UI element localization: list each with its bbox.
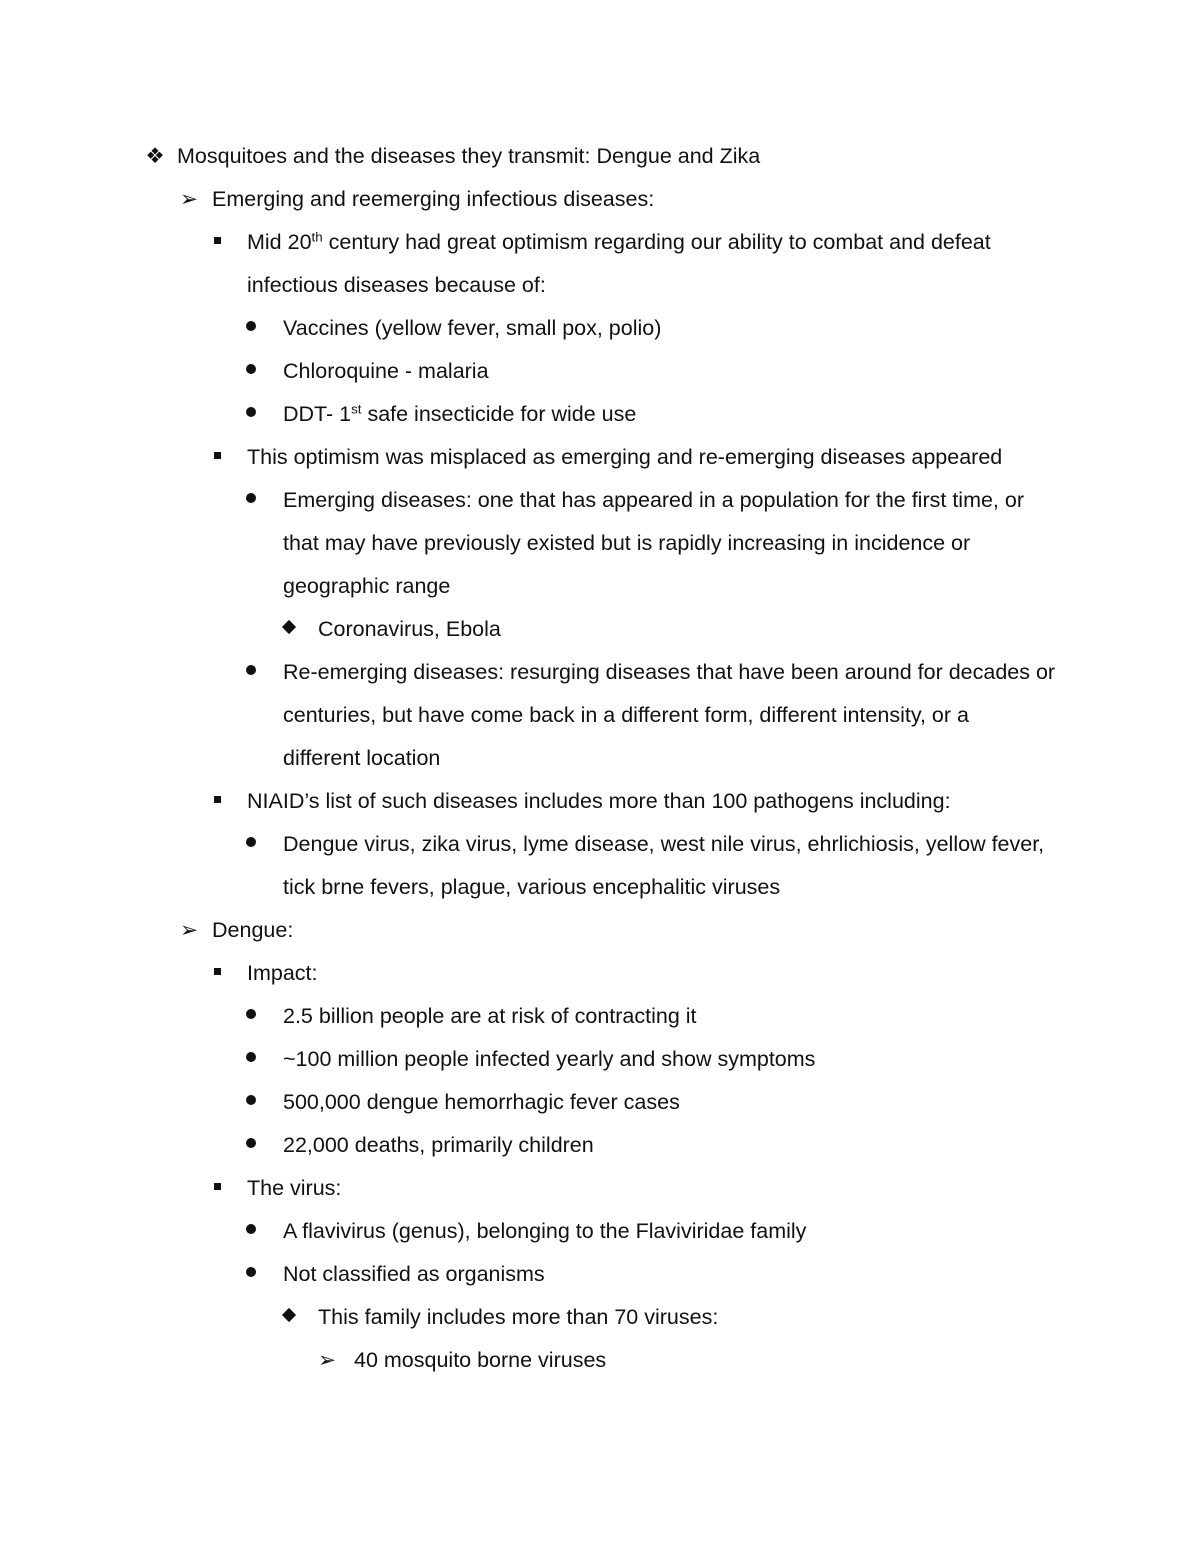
- list-item-text: 2.5 billion people are at risk of contracting it: [283, 1004, 697, 1028]
- square-bullet-icon: [204, 436, 230, 479]
- list-item-text: Vaccines (yellow fever, small pox, polio): [283, 316, 662, 340]
- list-item-text: Mid 20th century had great optimism regarding our ability to combat and defeat: [247, 229, 991, 254]
- list-item-text: Re-emerging diseases: resurging diseases that have been around for decades or: [283, 660, 1056, 684]
- dot-bullet-icon: [238, 823, 264, 866]
- list-item-text: tick brne fevers, plague, various encephalitic viruses: [283, 875, 781, 899]
- list-item-text: This optimism was misplaced as emerging and re-emerging diseases appeared: [247, 445, 1003, 469]
- square-bullet-icon: [204, 780, 230, 823]
- diamond-bullet-icon: [276, 608, 302, 651]
- square-bullet-icon: [204, 221, 230, 264]
- dot-bullet-icon: [238, 651, 264, 694]
- list-item-text: Emerging and reemerging infectious diseases:: [212, 187, 655, 211]
- list-item-text: geographic range: [283, 574, 451, 598]
- list-item-text: Impact:: [247, 961, 318, 985]
- dot-bullet-icon: [238, 1038, 264, 1081]
- list-item-text: DDT- 1st safe insecticide for wide use: [283, 401, 637, 426]
- list-item-text: different location: [283, 746, 441, 770]
- dot-bullet-icon: [238, 393, 264, 436]
- arrowhead-bullet-icon: ➢: [179, 918, 198, 942]
- list-item-text: Coronavirus, Ebola: [318, 617, 501, 641]
- list-item-text: NIAID’s list of such diseases includes more than 100 pathogens including:: [247, 789, 951, 813]
- list-item-text: Chloroquine - malaria: [283, 359, 489, 383]
- dot-bullet-icon: [238, 307, 264, 350]
- dot-bullet-icon: [238, 1124, 264, 1167]
- list-item-text: Dengue:: [212, 918, 294, 942]
- dot-bullet-icon: [238, 479, 264, 522]
- dot-bullet-icon: [238, 995, 264, 1038]
- square-bullet-icon: [204, 952, 230, 995]
- list-item-text: 22,000 deaths, primarily children: [283, 1133, 594, 1157]
- list-item-text: 40 mosquito borne viruses: [354, 1348, 607, 1372]
- four-diamond-bullet-icon: ❖: [145, 144, 165, 168]
- list-item-text: that may have previously existed but is rapidly increasing in incidence or: [283, 531, 971, 555]
- list-item-text: The virus:: [247, 1176, 342, 1200]
- arrowhead-bullet-icon: ➢: [317, 1348, 336, 1372]
- square-bullet-icon: [204, 1167, 230, 1210]
- list-item-text: Dengue virus, zika virus, lyme disease, west nile virus, ehrlichiosis, yellow fever,: [283, 832, 1045, 856]
- dot-bullet-icon: [238, 1210, 264, 1253]
- list-item-text: This family includes more than 70 viruses:: [318, 1305, 719, 1329]
- list-item-text: A flavivirus (genus), belonging to the Flaviviridae family: [283, 1219, 807, 1243]
- list-item-text: 500,000 dengue hemorrhagic fever cases: [283, 1090, 680, 1114]
- dot-bullet-icon: [238, 350, 264, 393]
- list-item-text: centuries, but have come back in a different form, different intensity, or a: [283, 703, 969, 727]
- arrowhead-bullet-icon: ➢: [179, 187, 198, 211]
- list-item-text: Not classified as organisms: [283, 1262, 545, 1286]
- dot-bullet-icon: [238, 1253, 264, 1296]
- dot-bullet-icon: [238, 1081, 264, 1124]
- list-item-text: Emerging diseases: one that has appeared in a population for the first time, or: [283, 488, 1024, 512]
- list-item-text: infectious diseases because of:: [247, 273, 546, 297]
- list-item-text: Mosquitoes and the diseases they transmit: Dengue and Zika: [177, 144, 761, 168]
- diamond-bullet-icon: [276, 1296, 302, 1339]
- list-item-text: ~100 million people infected yearly and show symptoms: [283, 1047, 816, 1071]
